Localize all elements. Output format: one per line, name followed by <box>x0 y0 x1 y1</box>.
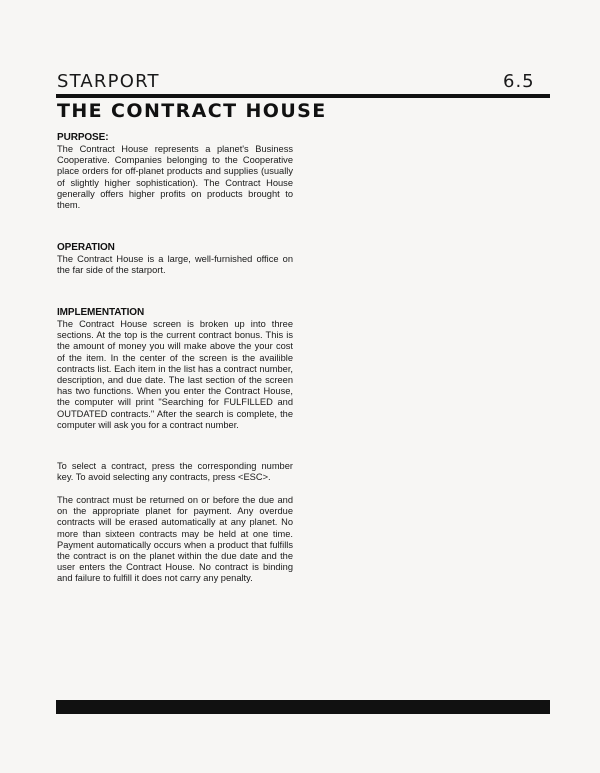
implementation-heading: IMPLEMENTATION <box>57 307 145 318</box>
purpose-text: The Contract House represents a planet's Business Cooperative. Companies belonging to the Cooperative place orders for off-planet products and supplies (usually of slightly higher sophistication). The Contract House generally offers higher profits on products brought to them. <box>57 144 293 211</box>
implementation-paragraph-2: To select a contract, press the corresponding number key. To avoid selecting any contracts, press <ESC>. <box>57 461 293 483</box>
header-rule <box>56 94 550 98</box>
purpose-heading: PURPOSE: <box>57 132 109 143</box>
footer-rule <box>56 700 550 714</box>
implementation-paragraph-3: The contract must be returned on or before the due and on the appropriate planet for payment. Any overdue contracts will be erased automatically at any planet. No more than sixteen contracts may be held at one time. Payment automatically occurs when a product that fulfills the contract is on the planet within the due date and the user enters the Contract House. No contract is binding and failure to fulfill it does not carry any penalty. <box>57 495 293 584</box>
implementation-paragraph-1: The Contract House screen is broken up into three sections. At the top is the current contract bonus. This is the amount of money you will make above the your cost of the item. In the center of the screen is the availible contracts list. Each item in the list has a contract number, description, and due date. The last section of the screen has two functions. When you enter the Contract House, the computer will print "Searching for FULFILLED and OUTDATED contracts." After the search is complete, the computer will ask you for a contract number. <box>57 319 293 430</box>
operation-text: The Contract House is a large, well-furnished office on the far side of the starport. <box>57 254 293 276</box>
header-section-name: STARPORT <box>57 71 160 92</box>
operation-heading: OPERATION <box>57 242 115 253</box>
page-title: THE CONTRACT HOUSE <box>57 100 327 122</box>
header-page-number: 6.5 <box>503 71 535 92</box>
